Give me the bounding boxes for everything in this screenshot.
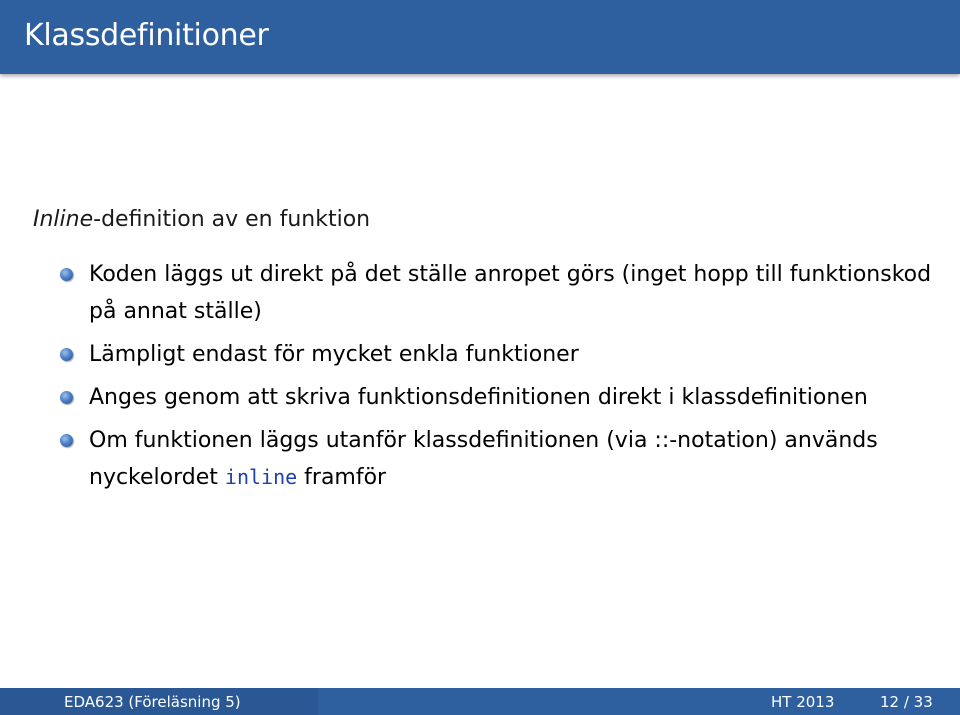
footer-page: 12 / 33 bbox=[880, 693, 933, 711]
list-item-text: Anges genom att skriva funktionsdefinitionen direkt i klassdefinitionen bbox=[89, 385, 868, 410]
bullet-icon bbox=[60, 434, 73, 447]
slide-footer bbox=[0, 688, 960, 715]
code-keyword: inline bbox=[224, 465, 298, 489]
footer-left bbox=[0, 688, 318, 715]
list-item bbox=[60, 379, 940, 416]
bullet-list bbox=[60, 256, 940, 496]
list-item bbox=[60, 422, 940, 496]
list-item bbox=[60, 256, 940, 330]
bullet-icon bbox=[60, 391, 73, 404]
block-title bbox=[33, 207, 370, 232]
list-item-text: Lämpligt endast för mycket enkla funktioner bbox=[89, 342, 579, 367]
block-title-rest: -definition av en funktion bbox=[93, 207, 371, 232]
footer-course: EDA623 (Föreläsning 5) bbox=[64, 693, 241, 711]
list-item bbox=[60, 336, 940, 373]
block-title-italic: Inline bbox=[33, 207, 94, 232]
slide-title: Klassdefinitioner bbox=[24, 18, 269, 53]
list-item-text: Koden läggs ut direkt på det ställe anropet görs (inget hopp till funktionskod på annat ställe) bbox=[89, 262, 932, 324]
footer-term: HT 2013 bbox=[771, 693, 835, 711]
bullet-icon bbox=[60, 268, 73, 281]
slide-header bbox=[0, 0, 960, 74]
bullet-icon bbox=[60, 348, 73, 361]
list-item-text-after: framför bbox=[297, 465, 387, 490]
list-item-text: Om funktionen läggs utanför klassdefinitionen (via ::-notation) används nyckelordet bbox=[89, 428, 878, 490]
